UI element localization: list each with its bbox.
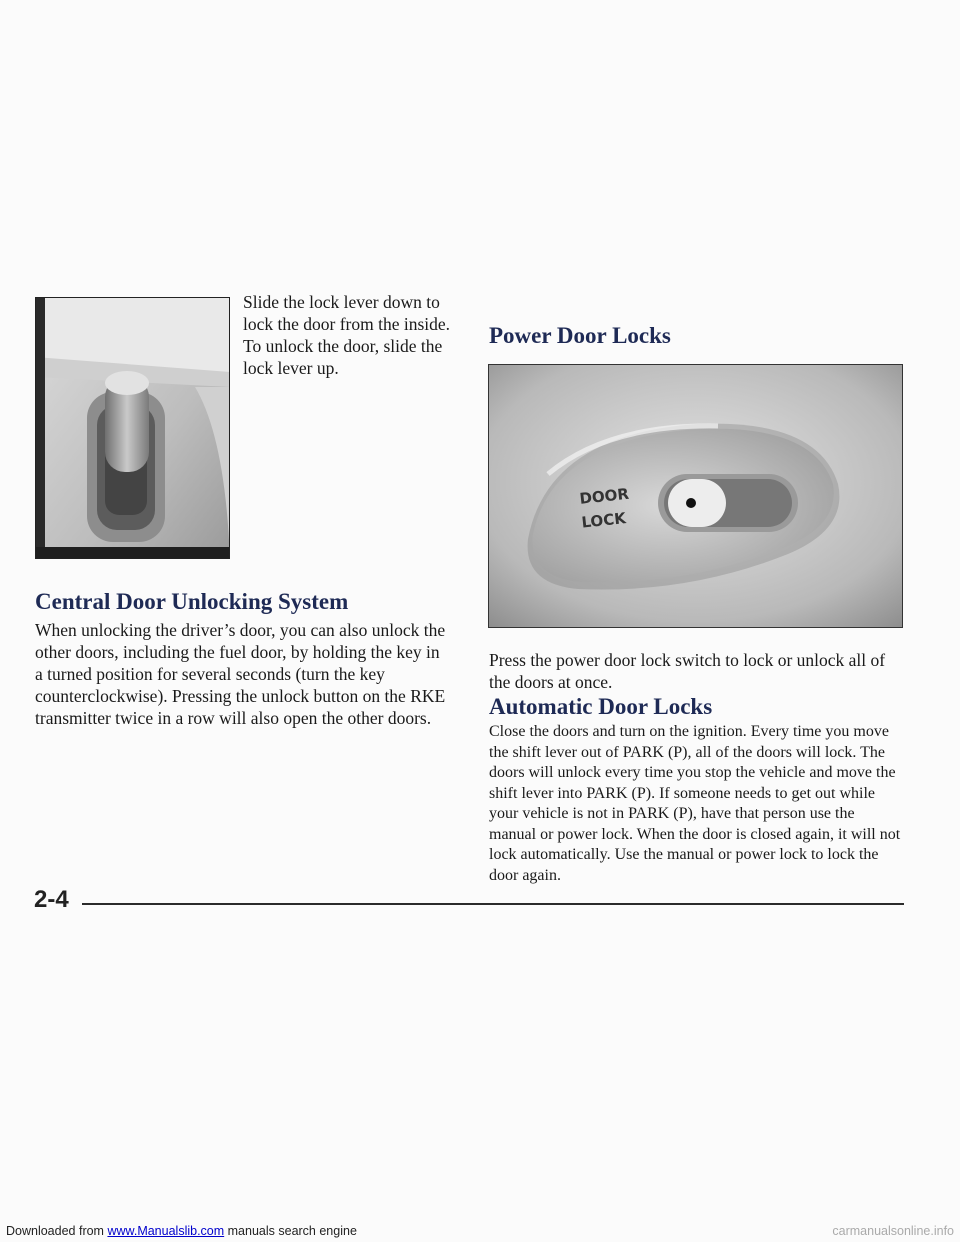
power-locks-heading: Power Door Locks bbox=[489, 323, 671, 348]
lock-lever-caption: Slide the lock lever down to lock the door from the inside. To unlock the door, slide the lock lever up. bbox=[243, 292, 451, 378]
power-lock-switch-illustration bbox=[488, 364, 903, 628]
switch-label-door: DOOR bbox=[578, 484, 630, 508]
footer-suffix: manuals search engine bbox=[224, 1224, 357, 1238]
lock-lever-illustration bbox=[35, 297, 230, 559]
footer-prefix: Downloaded from bbox=[6, 1224, 108, 1238]
page-rule bbox=[82, 903, 904, 905]
automatic-locks-body: Close the doors and turn on the ignition. Every time you move the shift lever out of PARK (P), all of the doors will lock. The doors will unlock every time you stop the vehicle and move the shift lever into PARK (P). If someone needs to get out while your vehicle is not in PARK (P), have that person use the manual or power lock. When the door is closed again, it will not lock automatically. Use the manual or power lock to lock the door again. bbox=[489, 723, 901, 884]
page-number: 2-4 bbox=[34, 886, 69, 913]
watermark-text: carmanualsonline.info bbox=[832, 1224, 954, 1238]
lock-lever-photo bbox=[35, 297, 230, 559]
central-unlocking-heading: Central Door Unlocking System bbox=[35, 589, 349, 614]
power-locks-body: Press the power door lock switch to lock or unlock all of the doors at once. bbox=[489, 650, 886, 692]
download-footer bbox=[6, 1224, 357, 1238]
switch-label-lock: LOCK bbox=[580, 509, 627, 532]
automatic-locks-heading: Automatic Door Locks bbox=[489, 694, 713, 719]
manualslib-link[interactable]: www.Manualslib.com bbox=[107, 1224, 225, 1238]
power-lock-switch-photo bbox=[488, 364, 903, 628]
central-unlocking-body: When unlocking the driver’s door, you can also unlock the other doors, including the fuel door, by holding the key in a turned position for several seconds (turn the key counterclockwise). Pressing the unlock button on the RKE transmitter twice in a row will also open the other doors. bbox=[35, 620, 446, 728]
